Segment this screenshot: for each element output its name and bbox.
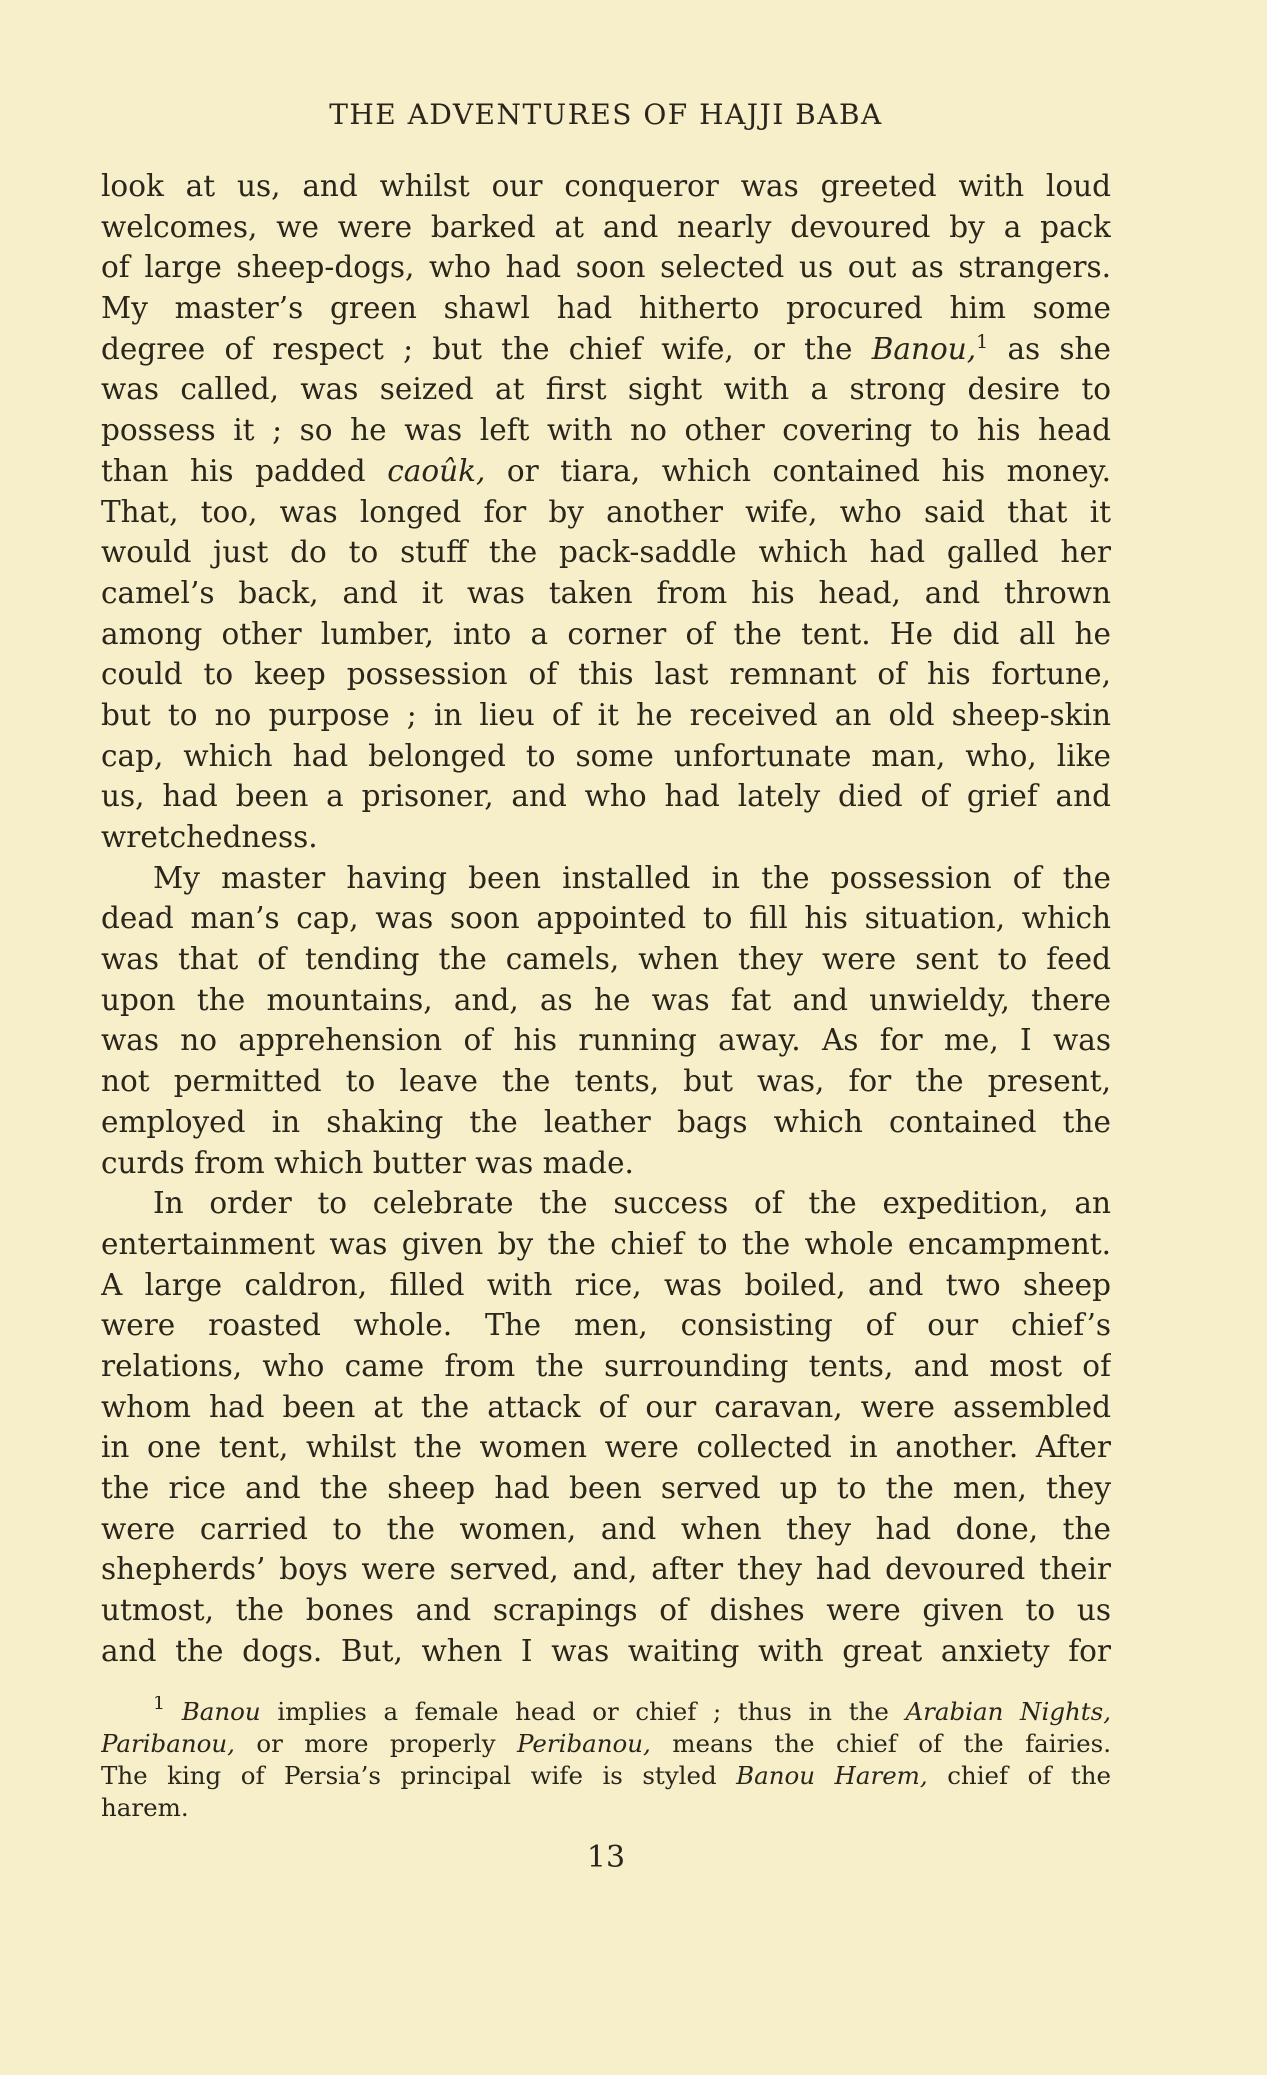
footnote-fragment: chief of the — [927, 1761, 1111, 1790]
footnote-fragment: implies a female head or chief ; thus in the — [260, 1697, 906, 1726]
text-line: was no apprehension of his running away. As for me, I was — [101, 1023, 1111, 1058]
text-line: whom had been at the attack of our caravan, were assembled — [101, 1389, 1111, 1424]
footnote — [101, 1696, 1111, 1824]
text-line: of large sheep-dogs, who had soon selected us out as strangers. — [101, 250, 1111, 285]
text-line: A large caldron, filled with rice, was boiled, and two sheep — [101, 1267, 1111, 1302]
text-line: relations, who came from the surrounding tents, and most of — [101, 1348, 1111, 1383]
text-line: entertainment was given by the chief to the whole encampment. — [101, 1226, 1111, 1261]
text-line: cap, which had belonged to some unfortunate man, who, like — [101, 738, 1111, 773]
text-line: was called, was seized at first sight with a strong desire to — [101, 372, 1111, 407]
book-page — [101, 0, 1111, 2075]
page-number: 13 — [586, 1840, 626, 1875]
text-line: among other lumber, into a corner of the tent. He did all he — [101, 616, 1111, 651]
text-line: shepherds’ boys were served, and, after they had devoured their — [101, 1552, 1111, 1587]
text-line — [101, 451, 1111, 492]
text-line: My master having been installed in the possession of the — [153, 860, 1111, 895]
text-line: upon the mountains, and, as he was fat and unwieldy, there — [101, 982, 1111, 1017]
text-line: was that of tending the camels, when they were sent to feed — [101, 942, 1111, 977]
text-line: That, too, was longed for by another wife, who said that it — [101, 494, 1111, 529]
text-line: In order to celebrate the success of the expedition, an — [153, 1186, 1111, 1221]
footnote-term: Banou Harem, — [736, 1761, 928, 1790]
footnote-line — [101, 1760, 1111, 1792]
footnote-fragment: means the chief of the fairies. — [650, 1729, 1111, 1758]
text-line: welcomes, we were barked at and nearly devoured by a pack — [101, 209, 1111, 244]
footnote-term: Banou — [181, 1697, 261, 1726]
footnote-line: harem. — [101, 1793, 189, 1822]
text-line: could to keep possession of this last remnant of his fortune, — [101, 657, 1111, 692]
footnote-marker[interactable]: 1 — [976, 330, 989, 353]
footnote-number: 1 — [153, 1696, 166, 1714]
caouk-term: caoûk, — [387, 453, 486, 488]
text-fragment: degree of respect ; but the chief wife, or the — [101, 331, 872, 366]
text-fragment: than his padded — [101, 453, 388, 488]
text-line: and the dogs. But, when I was waiting with great anxiety for — [101, 1633, 1111, 1668]
text-line: look at us, and whilst our conqueror was greeted with loud — [101, 169, 1111, 203]
text-line: were roasted whole. The men, consisting of our chief’s — [101, 1308, 1111, 1343]
text-line: My master’s green shawl had hitherto procured him some — [101, 291, 1111, 326]
running-head: THE ADVENTURES OF HAJJI BABA — [329, 98, 883, 131]
text-fragment: or tiara, which contained his money. — [485, 453, 1111, 488]
text-line: would just do to stuff the pack-saddle which had galled her — [101, 535, 1111, 570]
footnote-fragment: The king of Persia’s principal wife is styled — [101, 1761, 737, 1790]
text-line: but to no purpose ; in lieu of it he received an old sheep-skin — [101, 697, 1111, 732]
text-line: dead man’s cap, was soon appointed to fill his situation, which — [101, 901, 1111, 936]
footnote-term: Arabian Nights, — [905, 1697, 1111, 1726]
text-line: in one tent, whilst the women were collected in another. After — [101, 1430, 1111, 1465]
text-line: not permitted to leave the tents, but was, for the present, — [101, 1064, 1111, 1099]
text-line: curds from which butter was made. — [101, 1145, 634, 1180]
footnote-term: Paribanou, — [101, 1729, 235, 1758]
text-line: possess it ; so he was left with no other covering to his head — [101, 413, 1111, 448]
footnote-line — [101, 1696, 1111, 1728]
text-line: camel’s back, and it was taken from his head, and thrown — [101, 575, 1111, 610]
footnote-line — [101, 1728, 1111, 1760]
text-line: utmost, the bones and scrapings of dishes were given to us — [101, 1593, 1111, 1628]
text-fragment: as she — [988, 331, 1111, 366]
text-line: us, had been a prisoner, and who had lately died of grief and — [101, 779, 1111, 814]
banou-term: Banou, — [871, 331, 977, 366]
body-text — [101, 166, 1111, 1671]
text-line: wretchedness. — [101, 820, 318, 854]
text-line — [101, 329, 1111, 370]
text-line: the rice and the sheep had been served up to the men, they — [101, 1471, 1111, 1505]
text-line: were carried to the women, and when they had done, the — [101, 1511, 1111, 1546]
footnote-fragment: or more properly — [234, 1729, 518, 1758]
footnote-term: Peribanou, — [517, 1729, 651, 1758]
text-line: employed in shaking the leather bags which contained the — [101, 1104, 1111, 1139]
